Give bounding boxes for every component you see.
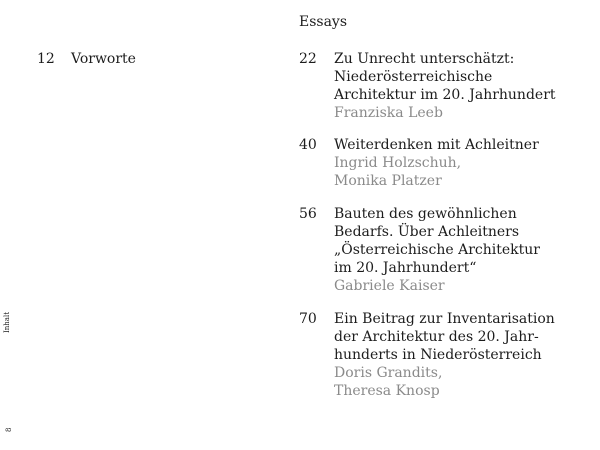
toc-entry-title-line: Architektur im 20. Jahrhundert	[334, 87, 556, 103]
toc-entry-body	[334, 205, 564, 295]
section-heading: Essays	[299, 14, 348, 30]
toc-entry-page: 56	[299, 206, 317, 222]
toc-entry-body	[71, 50, 301, 68]
toc-entry-page: 70	[299, 311, 317, 327]
toc-entry-title-line: „Österreichische Architektur	[334, 242, 540, 258]
toc-entry-title-line: Weiterdenken mit Achleitner	[334, 137, 539, 153]
toc-entry-page: 40	[299, 137, 317, 153]
toc-entry-author: Gabriele Kaiser	[334, 278, 445, 294]
toc-entry-title-line: Niederösterreichische	[334, 69, 493, 85]
toc-entry-page: 22	[299, 51, 317, 67]
toc-entry-body	[334, 136, 564, 190]
toc-entry-title: Vorworte	[71, 51, 136, 67]
side-label: Inhalt	[3, 311, 11, 333]
toc-entry-body	[334, 310, 564, 400]
toc-entry-author: Franziska Leeb	[334, 105, 443, 121]
toc-entry-title-line: Bedarfs. Über Achleitners	[334, 224, 520, 240]
toc-entry-title-line: Ein Beitrag zur Inventarisation	[334, 311, 555, 327]
toc-entry-author: Theresa Knosp	[334, 383, 440, 399]
toc-entry-author: Ingrid Holzschuh,	[334, 155, 462, 171]
toc-entry-title-line: Zu Unrecht unterschätzt:	[334, 51, 515, 67]
toc-entry-author: Monika Platzer	[334, 173, 442, 189]
toc-entry-title-line: hunderts in Niederösterreich	[334, 347, 542, 363]
toc-entry-author: Doris Grandits,	[334, 365, 443, 381]
toc-entry-title-line: Bauten des gewöhnlichen	[334, 206, 517, 222]
toc-entry-page: 12	[37, 51, 55, 67]
toc-entry-title-line: der Architektur des 20. Jahr-	[334, 329, 539, 345]
toc-entry-body	[334, 50, 564, 122]
page-number: 8	[5, 427, 13, 432]
toc-entry-title-line: im 20. Jahrhundert“	[334, 260, 477, 276]
